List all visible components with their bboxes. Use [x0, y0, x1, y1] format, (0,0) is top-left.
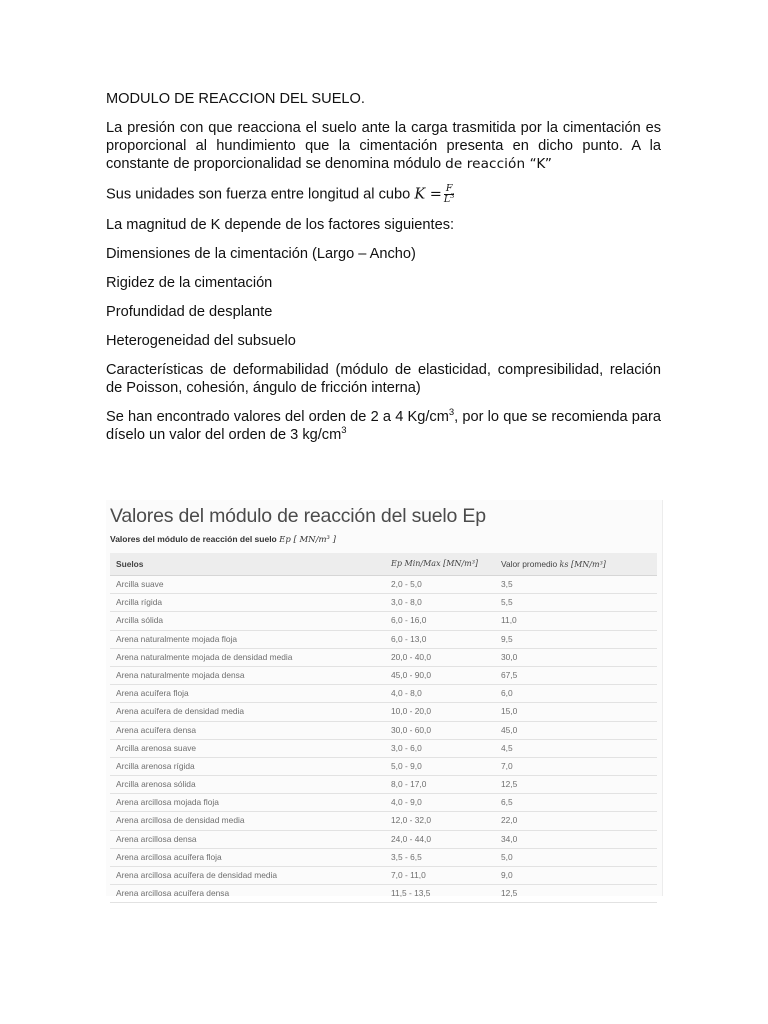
- table-row: [110, 631, 657, 649]
- paragraph-units: [106, 184, 661, 205]
- formula-fraction: [444, 184, 454, 205]
- cell-average: 67,5: [501, 669, 518, 680]
- cell-average: 22,0: [501, 815, 518, 826]
- soil-modulus-table-image: [106, 500, 663, 899]
- cell-soil: Arena arcillosa de densidad media: [116, 815, 245, 826]
- paragraph-definition-tail: de reacción “K”: [445, 156, 553, 172]
- paragraph-values-b: , por lo que se recomienda para díselo un valor del orden de 3 kg/cm: [106, 409, 661, 443]
- table-subheading-text: Valores del módulo de reacción del suelo: [110, 534, 280, 544]
- cell-soil: Arena arcillosa densa: [116, 833, 197, 844]
- table-row: [110, 849, 657, 867]
- column-header-soils: Suelos: [116, 559, 144, 569]
- table-subheading-unit: Ep [ MN/m³ ]: [279, 535, 336, 545]
- formula-denominator-base: L: [443, 194, 451, 205]
- factor-item: Dimensiones de la cimentación (Largo – Ancho): [106, 246, 416, 262]
- cell-range: 7,0 - 11,0: [391, 870, 426, 880]
- column-header-average-text: Valor promedio: [501, 559, 560, 569]
- cell-range: 3,0 - 8,0: [391, 597, 422, 608]
- table-row: [110, 758, 657, 776]
- cell-soil: Arcilla arenosa rígida: [116, 760, 195, 771]
- superscript-3: 3: [448, 407, 455, 419]
- cell-soil: Arena acuífera floja: [116, 688, 189, 699]
- column-header-range: Ep Min/Max [MN/m³]: [391, 559, 479, 568]
- cell-soil: Arena arcillosa acuífera densa: [116, 888, 230, 899]
- cell-average: 6,0: [501, 688, 513, 699]
- cell-average: 9,0: [501, 870, 513, 880]
- table-row: [110, 831, 657, 849]
- paragraph-values-a: Se han encontrado valores del orden de 2 a 4 Kg/cm: [106, 409, 449, 425]
- table-row: [110, 794, 657, 812]
- column-header-average: [501, 553, 606, 576]
- document-title: MODULO DE REACCION DEL SUELO.: [106, 91, 365, 107]
- formula-k: [414, 184, 454, 205]
- factor-item: Profundidad de desplante: [106, 304, 273, 320]
- table-row: [110, 649, 657, 667]
- cell-average: 9,5: [501, 633, 513, 644]
- cell-range: 3,0 - 6,0: [391, 742, 422, 753]
- table-row: [110, 740, 657, 758]
- paragraph-definition: [106, 119, 661, 173]
- cell-range: 4,0 - 8,0: [391, 688, 422, 699]
- table-row: [110, 722, 657, 740]
- cell-soil: Arcilla arenosa suave: [116, 742, 197, 753]
- cell-soil: Arena naturalmente mojada de densidad media: [116, 651, 293, 662]
- cell-average: 3,5: [501, 579, 513, 589]
- cell-soil: Arena acuífera de densidad media: [116, 706, 245, 717]
- factor-item: Heterogeneidad del subsuelo: [106, 333, 296, 349]
- cell-average: 4,5: [501, 742, 513, 753]
- cell-average: 34,0: [501, 833, 518, 844]
- cell-range: 2,0 - 5,0: [391, 579, 422, 589]
- cell-range: 12,0 - 32,0: [391, 815, 432, 826]
- paragraph-definition-text: La presión con que reacciona el suelo ante la carga trasmitida por la cimentación es proporcional al hundimiento que la cimentación presenta en dicho punto. A la constante de proporcionalidad se denomina módulo: [106, 120, 661, 172]
- paragraph-units-text: Sus unidades son fuerza entre longitud al cubo: [106, 186, 415, 203]
- cell-soil: Arena arcillosa acuífera floja: [116, 851, 222, 862]
- cell-average: 12,5: [501, 779, 518, 790]
- cell-range: 45,0 - 90,0: [391, 669, 432, 680]
- cell-average: 30,0: [501, 651, 518, 662]
- cell-range: 8,0 - 17,0: [391, 779, 427, 790]
- table-row: [110, 867, 657, 885]
- factor-item: Rigidez de la cimentación: [106, 275, 273, 291]
- cell-range: 5,0 - 9,0: [391, 760, 422, 771]
- paragraph-factors-intro: La magnitud de K depende de los factores siguientes:: [106, 217, 455, 233]
- table-row: [110, 685, 657, 703]
- table-subheading: [110, 534, 336, 545]
- cell-range: 6,0 - 16,0: [391, 615, 427, 626]
- formula-exponent: 3: [450, 191, 455, 200]
- cell-average: 5,0: [501, 851, 513, 862]
- cell-soil: Arena naturalmente mojada floja: [116, 633, 238, 644]
- cell-soil: Arcilla sólida: [116, 615, 164, 626]
- cell-average: 12,5: [501, 888, 518, 899]
- cell-range: 11,5 - 13,5: [391, 888, 431, 899]
- formula-lhs: K =: [414, 186, 442, 203]
- cell-soil: Arena arcillosa acuífera de densidad media: [116, 870, 278, 880]
- cell-range: 10,0 - 20,0: [391, 706, 432, 717]
- superscript-3: 3: [341, 425, 347, 437]
- formula-denominator: [443, 191, 455, 205]
- cell-range: 30,0 - 60,0: [391, 724, 432, 735]
- cell-average: 7,0: [501, 760, 513, 771]
- cell-average: 45,0: [501, 724, 518, 735]
- table-row: [110, 594, 657, 612]
- table-row: [110, 703, 657, 721]
- table-row: [110, 812, 657, 830]
- table-row: [110, 885, 657, 903]
- cell-soil: Arena acuífera densa: [116, 724, 197, 735]
- cell-average: 15,0: [501, 706, 518, 717]
- formula-numerator: F: [445, 183, 453, 194]
- cell-range: 3,5 - 6,5: [391, 851, 422, 862]
- cell-range: 6,0 - 13,0: [391, 633, 427, 644]
- table-row: [110, 612, 657, 630]
- factor-item: Características de deformabilidad (módulo de elasticidad, compresibilidad, relación de Poisson, cohesión, ángulo de fricción interna): [106, 362, 661, 396]
- cell-range: 4,0 - 9,0: [391, 797, 422, 808]
- cell-soil: Arena naturalmente mojada densa: [116, 669, 245, 680]
- column-header-average-unit: ks [MN/m³]: [559, 560, 606, 569]
- table-heading: Valores del módulo de reacción del suelo Ep: [110, 505, 486, 527]
- cell-soil: Arcilla suave: [116, 579, 164, 589]
- cell-soil: Arena arcillosa mojada floja: [116, 797, 219, 808]
- document-body: [106, 90, 661, 455]
- cell-soil: Arcilla arenosa sólida: [116, 779, 196, 790]
- table-row: [110, 776, 657, 794]
- soil-modulus-table: [110, 553, 657, 903]
- cell-range: 24,0 - 44,0: [391, 833, 432, 844]
- paragraph-values: [106, 408, 661, 444]
- cell-average: 11,0: [501, 615, 517, 626]
- table-row: [110, 667, 657, 685]
- cell-range: 20,0 - 40,0: [391, 651, 432, 662]
- cell-average: 6,5: [501, 797, 513, 808]
- table-row: [110, 576, 657, 594]
- cell-soil: Arcilla rígida: [116, 597, 163, 608]
- cell-average: 5,5: [501, 597, 513, 608]
- table-header-row: [110, 553, 657, 576]
